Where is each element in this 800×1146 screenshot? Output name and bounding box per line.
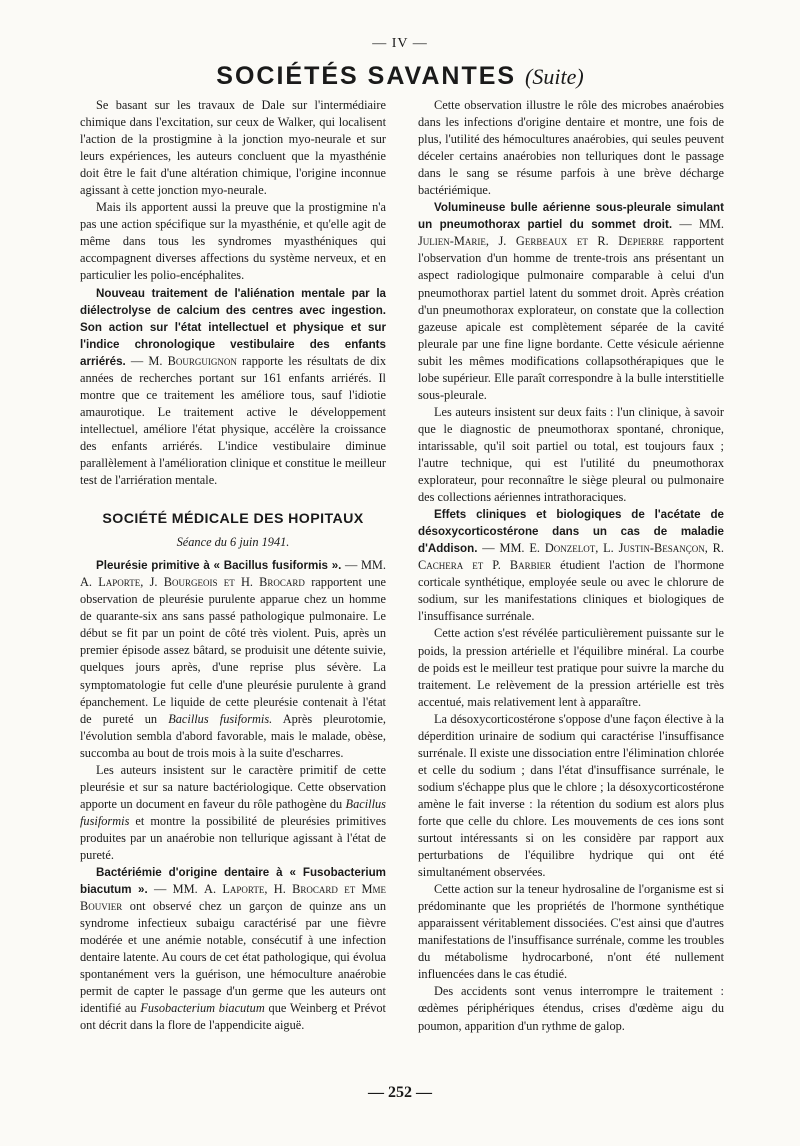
abstract-body: rapporte les résultats de dix années de recherches portant sur 161 enfants arriérés. Il montre que ce traitement les améliore tous, sauf l'idiotie amaurotique. Le traitement active le développement intellectuel, améliore l'état physique, accélère la croissance des enfants arriérés. L'indice vestibulaire diminue parallèlement à l'amélioration clinique et constitue le meilleur test de l'arriération mentale. (80, 353, 386, 488)
paragraph: Cette observation illustre le rôle des microbes anaérobies dans les infections d'origine dentaire et montre, une fois de plus, l'utilité des hémocultures anaérobies, qui seules peuvent déceler certains anaérobies non telluriques dont le passage dans le sang se résume parfois à une brève décharge bactériémique. (418, 98, 724, 198)
abstract-body: Les auteurs insistent sur le caractère primitif de cette pleurésie et sur sa nature bactériologique. Cette observation apporte un document en faveur du rôle pathogène du (80, 762, 386, 811)
author-names: MM. E. Donzelot, L. Justin-Besançon, R. Cachera et P. Barbier (418, 541, 725, 573)
session-date: Séance du 6 juin 1941. (176, 535, 290, 550)
page-number: — 252 — (368, 1084, 432, 1101)
paragraph: La désoxycorticostérone s'oppose d'une façon élective à la déperdition urinaire de sodium qui caractérise l'insuffisance surrénale. Il existe une dissociation entre l'élimination chlorée et celle du sodium ; dans l'état d'insuffisance surrénale, le sodium s'échappe plus que le chlore ; la désoxycorticostérone amène le fait inverse : la rétention du sodium est alors plus forte que celle du chlore. Les mouvements de ces ions sont surtout intéressants si on les considère par rapport aux perturbations de l'équilibre hydrique qui ont été simultanément observées. (418, 711, 724, 880)
abstract-body: rapportent une observation de pleurésie purulente apparue chez un homme de quarante-six ans sans passé pathologique pulmonaire. Le début se fit par un point de côté très violent. Puis, après un premier épisode assez bâtard, se produisit une détente suivie, quelques jours après, d'une reprise plus sévère. La symptomatologie fut celle d'une pleurésie purulente à grand épanchement. Le liquide de cette pleurésie contenait à l'état de pureté un (80, 575, 386, 726)
roman-page-number: — IV — (372, 36, 428, 51)
paragraph: Se basant sur les travaux de Dale sur l'intermédiaire chimique dans l'excitation, sur ceux de Walker, qui localisent l'action de la prostigmine à la jonction myo-neurale et sur leurs expériences, les auteurs concluent que la myasthénie doit être le fait d'une altération chimique, l'origine inconnue agissant à cette jonction myo-neurale. (80, 98, 386, 198)
abstract-body: Après pleurotomie, l'évolution sembla d'abord favorable, mais le malade, obèse, succomba au bout de trois mois à la suite d'escharres. (80, 711, 387, 760)
abstract-title: Volumineuse bulle aérienne sous-pleurale simulant un pneumothorax partiel du sommet droit. (418, 201, 724, 232)
paragraph: Volumineuse bulle aérienne sous-pleurale simulant un pneumothorax partiel du sommet droit. — MM. Julien-Marie, J. Gerbeaux et R. Depierre rapportent l'observation d'un homme de trente-trois ans présentant un aspect radiologique pulmonaire comparable à celui d'un pneumothorax partiel latent du sommet droit. Après création d'un pneumothorax explorateur, on constate que la collection gazeuse apicale est complètement séparée de la cavité pleurale par une fine ligne bordante. Cette vésicule aérienne subit les mêmes modifications collapsothérapiques que le lobe supérieur. Elle paraît correspondre à la bulle interstitielle sous-pleurale. (418, 201, 724, 402)
title-text: SOCIÉTÉS SAVANTES (216, 62, 517, 90)
abstract-title: Nouveau traitement de l'aliénation mentale par la diélectrolyse de calcium des centres avec ingestion. Son action sur l'état intellectuel et physique et sur l'indice chronologique vestibulaire des enfants arriérés. (80, 286, 386, 368)
paragraph: Nouveau traitement de l'aliénation mentale par la diélectrolyse de calcium des centres avec ingestion. Son action sur l'état intellectuel et physique et sur l'indice chronologique vestibulaire des enfants arriérés. — M. Bourguignon rapporte les résultats de dix années de recherches portant sur 161 enfants arriérés. Il montre que ce traitement les améliore tous, sauf l'idiotie amaurotique. Le traitement active le développement intellectuel, améliore l'état physique, accélère la croissance des enfants arriérés. L'indice vestibulaire diminue parallèlement à l'amélioration clinique et constitue le meilleur test de l'arriération mentale. (80, 286, 386, 488)
paragraph: Les auteurs insistent sur deux faits : l'un clinique, à savoir que le diagnostic de pneumothorax spontané, chronique, intarissable, qu'il soit partiel ou total, est toujours faux ; l'autre technique, qui est l'utilité du pneumothorax explorateur, pour reconnaître le siège pleural ou pulmonaire des collections aériennes intrathoraciques. (418, 404, 724, 505)
paragraph: Effets cliniques et biologiques de l'acétate de désoxycorticostérone dans un cas de maladie d'Addison. — MM. E. Donzelot, L. Justin-Besançon, R. Cachera et P. Barbier étudient l'action de l'hormone corticale synthétique, employée seule ou avec le chlorure de sodium, sur les manifestations cliniques et biologiques de l'insuffisance surrénale. (418, 508, 725, 624)
author-names: A. Laporte, H. Brocard et Mme Bouvier (80, 882, 386, 914)
species-name: Fusobacterium biacutum (140, 1001, 265, 1016)
author-names: Laporte, J. Bourgeois et H. Brocard (98, 575, 305, 590)
abstract-title: Pleurésie primitive à « Bacillus fusiformis ». (96, 559, 342, 573)
paragraph (80, 762, 386, 864)
abstract-body: et montre la possibilité de pleurésies primitives produites par un anaérobie non tellurique agissant à l'état de pureté. (80, 813, 387, 862)
section-title: SOCIÉTÉ MÉDICALE DES HOPITAUX (102, 511, 364, 528)
species-name: Bacillus fusiformis. (168, 711, 273, 726)
title-suite: (Suite) (525, 64, 584, 89)
author-names: Julien-Marie, J. Gerbeaux et R. Depierre (418, 234, 664, 249)
paragraph: Des accidents sont venus interrompre le traitement : œdèmes périphériques étendus, crises d'œdème aigu du poumon, apparition d'un rythme de galop. (418, 984, 724, 1033)
page-title (0, 62, 800, 91)
paragraph: Bactériémie d'origine dentaire à « Fusobacterium biacutum ». — MM. A. Laporte, H. Brocard et Mme Bouvier ont observé chez un garçon de quinze ans un syndrome infectieux subaigu caractérisé par une fièvre modérée et une anémie notable, consécutif à une infection dentaire latente. Au cours de cet état pathologique, qui évolua spontanément vers la guérison, une hémoculture anaérobie permit de capter le passage d'un germe que les auteurs ont identifié au Fusobacterium biacutum que Weinberg et Prévot ont décrit dans la flore de l'appendicite aiguë. (80, 866, 386, 1033)
left-column (80, 97, 386, 1034)
abstract-body: étudient l'action de l'hormone corticale synthétique, employée seule ou avec le chlorure de sodium, sur les manifestations cliniques et biologiques de l'insuffisance surrénale. (418, 558, 725, 624)
abstract-title: Bactériémie d'origine dentaire à « Fusobacterium biacutum ». (80, 866, 386, 897)
abstract-title: Effets cliniques et biologiques de l'acétate de désoxycorticostérone dans un cas de maladie d'Addison. (418, 508, 724, 556)
species-name: Bacillus fusiformis (80, 796, 386, 828)
paragraph: Cette action sur la teneur hydrosaline de l'organisme est si prédominante que les propriétés de l'hormone synthétique apparaissent véritablement dissociées. C'est ainsi que d'autres manifestations de l'insuffisance surrénale, comme les troubles du métabolisme hydrocarboné, n'ont été nullement influencées dans le cas étudié. (418, 882, 724, 982)
paragraph: Cette action s'est révélée particulièrement puissante sur le poids, la pression artérielle et l'équilibre minéral. La courbe de poids est le meilleur test pratique pour suivre la marche du traitement. Le relèvement de la pression artérielle est très accentué, mais relativement lent à apparaître. (418, 626, 724, 709)
paragraph: Pleurésie primitive à « Bacillus fusiformis ». — MM. A. Laporte, J. Bourgeois et H. Brocard rapportent une observation de pleurésie purulente apparue chez un homme de quarante-six ans sans passé pathologique pulmonaire. Le début se fit par un point de côté très violent. Puis, après un premier épisode assez bâtard, se produisit une détente suivie, quelques jours après, d'une reprise plus sévère. La symptomatologie fut celle d'une pleurésie purulente à grand épanchement. Le liquide de cette pleurésie contenait à l'état de pureté un Bacillus fusiformis. Après pleurotomie, l'évolution sembla d'abord favorable, mais le malade, obèse, succomba au bout de trois mois à la suite d'escharres. (80, 558, 387, 760)
abstract-body: que Weinberg et Prévot ont décrit dans la flore de l'appendicite aiguë. (80, 1001, 386, 1033)
paragraph: Mais ils apportent aussi la preuve que la prostigmine n'a pas une action spécifique sur la myasthénie, et qu'elle agit de même dans tous les syndromes myasthéniques qui accompagnent diverses affections du système nerveux, et en particulier les polio-encéphalites. (80, 200, 386, 283)
abstract-body: rapportent l'observation d'un homme de trente-trois ans présentant un aspect radiologique pulmonaire comparable à celui d'un pneumothorax partiel latent du sommet droit. Après création d'un pneumothorax explorateur, on constate que la collection gazeuse apicale est complètement séparée de la cavité pleurale par une fine ligne bordante. Cette vésicule aérienne subit les mêmes modifications collapsothérapiques que le lobe supérieur. Elle paraît correspondre à la bulle interstitielle sous-pleurale. (418, 234, 724, 402)
author-name: Bourguignon (167, 353, 237, 368)
abstract-body: ont observé chez un garçon de quinze ans un syndrome infectieux subaigu caractérisé par une fièvre modérée et une anémie notable, consécutif à une infection dentaire latente. Au cours de cet état pathologique, qui évolua spontanément vers la guérison, une hémoculture anaérobie permit de capter le passage d'un germe que les auteurs ont identifié au (80, 899, 386, 1016)
right-column (418, 97, 724, 1035)
